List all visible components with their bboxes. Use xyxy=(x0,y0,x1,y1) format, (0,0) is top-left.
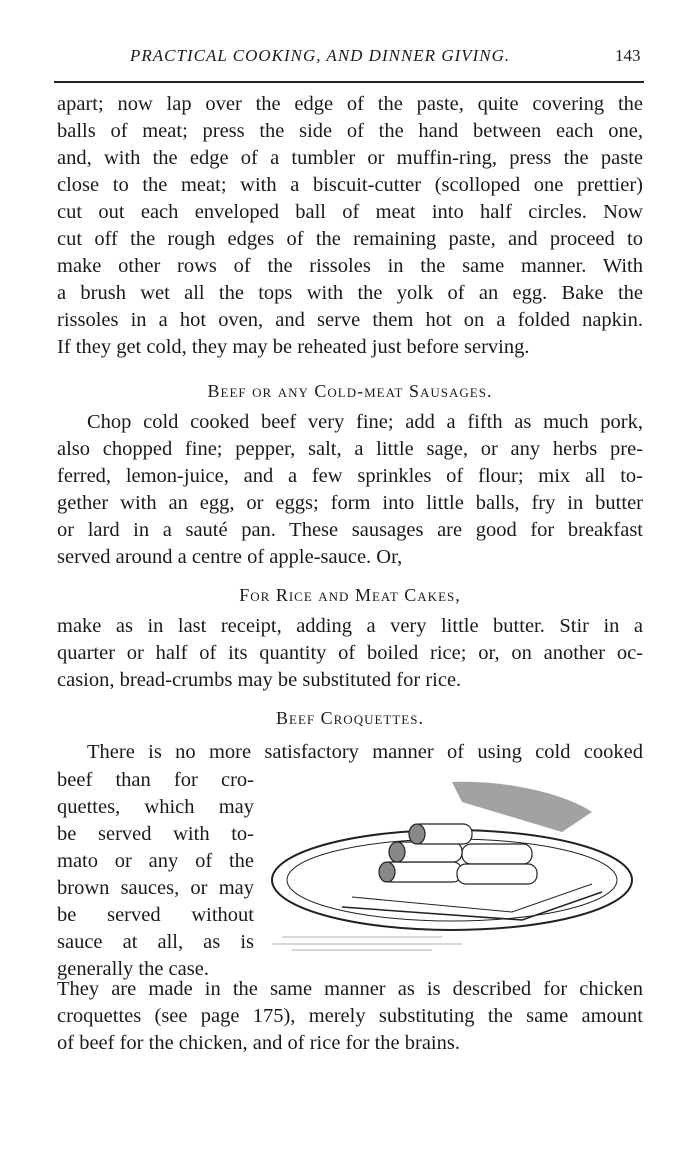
text-line: mato or any of the xyxy=(57,850,254,872)
text-line: casion, bread-crumbs may be substituted for rice. xyxy=(57,669,462,691)
text-line: balls of meat; press the side of the hand between each one, xyxy=(57,120,643,142)
croquettes-illustration xyxy=(262,772,647,962)
text-line: Chop cold cooked beef very fine; add a fifth as much pork, xyxy=(87,411,643,433)
running-title: PRACTICAL COOKING, AND DINNER GIVING. xyxy=(130,46,511,65)
page-number: 143 xyxy=(615,46,641,65)
text-line: ferred, lemon-juice, and a few sprinkles of flour; mix all to- xyxy=(57,465,643,487)
text-line: make other rows of the rissoles in the same manner. With xyxy=(57,255,643,277)
text-line: brown sauces, or may xyxy=(57,877,254,899)
text-line: a brush wet all the tops with the yolk of an egg. Bake the xyxy=(57,282,643,304)
text-line: cut out each enveloped ball of meat into half circles. Now xyxy=(57,201,643,223)
text-line: sauce at all, as is xyxy=(57,931,254,953)
text-line: generally the case. xyxy=(57,958,209,980)
text-line: served around a centre of apple-sauce. Or, xyxy=(57,546,403,568)
text-line: They are made in the same manner as is described for chicken xyxy=(57,978,643,1000)
text-line: also chopped fine; pepper, salt, a little sage, or any herbs pre- xyxy=(57,438,643,460)
section-heading: Beef or any Cold-meat Sausages. xyxy=(207,381,493,401)
text-line: quarter or half of its quantity of boiled rice; or, on another oc- xyxy=(57,642,643,664)
text-line: be served with to- xyxy=(57,823,254,845)
text-line: be served without xyxy=(57,904,254,926)
text-line: of beef for the chicken, and of rice for the brains. xyxy=(57,1032,460,1054)
text-line: croquettes (see page 175), merely substituting the same amount xyxy=(57,1005,643,1027)
text-line: gether with an egg, or eggs; form into little balls, fry in butter xyxy=(57,492,643,514)
text-line: apart; now lap over the edge of the paste, quite covering the xyxy=(57,93,643,115)
text-line: rissoles in a hot oven, and serve them hot on a folded napkin. xyxy=(57,309,643,331)
text-line: and, with the edge of a tumbler or muffin-ring, press the paste xyxy=(57,147,643,169)
header-rule xyxy=(54,81,644,83)
text-line: There is no more satisfactory manner of using cold cooked xyxy=(87,741,643,763)
section-heading: Beef Croquettes. xyxy=(276,708,424,728)
text-line: beef than for cro- xyxy=(57,769,254,791)
text-line: If they get cold, they may be reheated just before serving. xyxy=(57,336,530,358)
text-line: quettes, which may xyxy=(57,796,254,818)
text-line: close to the meat; with a biscuit-cutter (scolloped one prettier) xyxy=(57,174,643,196)
text-line: or lard in a sauté pan. These sausages are good for breakfast xyxy=(57,519,643,541)
section-heading: For Rice and Meat Cakes, xyxy=(239,585,461,605)
text-line: make as in last receipt, adding a very little butter. Stir in a xyxy=(57,615,643,637)
text-line: cut off the rough edges of the remaining paste, and proceed to xyxy=(57,228,643,250)
